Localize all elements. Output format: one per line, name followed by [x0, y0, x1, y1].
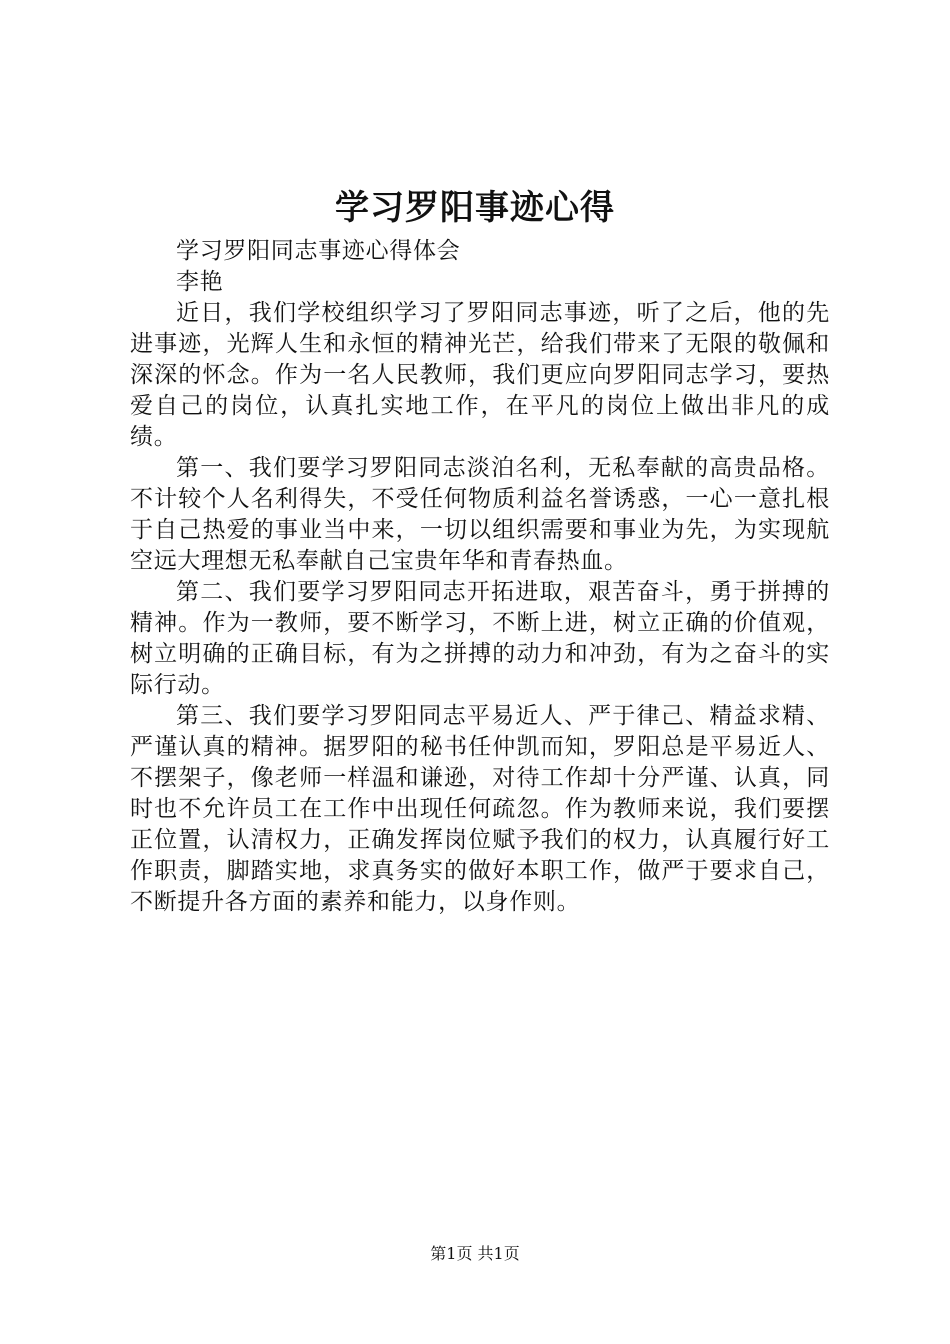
paragraph-2: 第一、我们要学习罗阳同志淡泊名利，无私奉献的高贵品格。不计较个人名利得失，不受任何物质利益名誉诱惑，一心一意扎根于自己热爱的事业当中来，一切以组织需要和事业为先，为实现航空远大理想无私奉献自己宝贵年华和青春热血。: [130, 455, 830, 574]
document-title: 学习罗阳事迹心得: [335, 188, 615, 228]
page-footer: 第1页 共1页: [430, 1244, 520, 1263]
author: 李艳: [176, 269, 224, 295]
paragraph-4: 第三、我们要学习罗阳同志平易近人、严于律己、精益求精、严谨认真的精神。据罗阳的秘书任仲凯而知，罗阳总是平易近人、不摆架子，像老师一样温和谦逊，对待工作却十分严谨、认真，同时也不允许员工在工作中出现任何疏忽。作为教师来说，我们要摆正位置，认清权力，正确发挥岗位赋予我们的权力，认真履行好工作职责，脚踏实地，求真务实的做好本职工作，做严于要求自己，不断提升各方面的素养和能力，以身作则。: [130, 703, 830, 915]
document-body: [130, 236, 830, 918]
paragraph-1: 近日，我们学校组织学习了罗阳同志事迹，听了之后，他的先进事迹，光辉人生和永恒的精神光芒，给我们带来了无限的敬佩和深深的怀念。作为一名人民教师，我们更应向罗阳同志学习，要热爱自己的岗位，认真扎实地工作，在平凡的岗位上做出非凡的成绩。: [130, 300, 830, 450]
paragraph-3: 第二、我们要学习罗阳同志开拓进取，艰苦奋斗，勇于拼搏的精神。作为一教师，要不断学习，不断上进，树立正确的价值观，树立明确的正确目标，有为之拼搏的动力和冲劲，有为之奋斗的实际行动。: [130, 579, 830, 698]
subtitle: 学习罗阳同志事迹心得体会: [176, 238, 461, 264]
